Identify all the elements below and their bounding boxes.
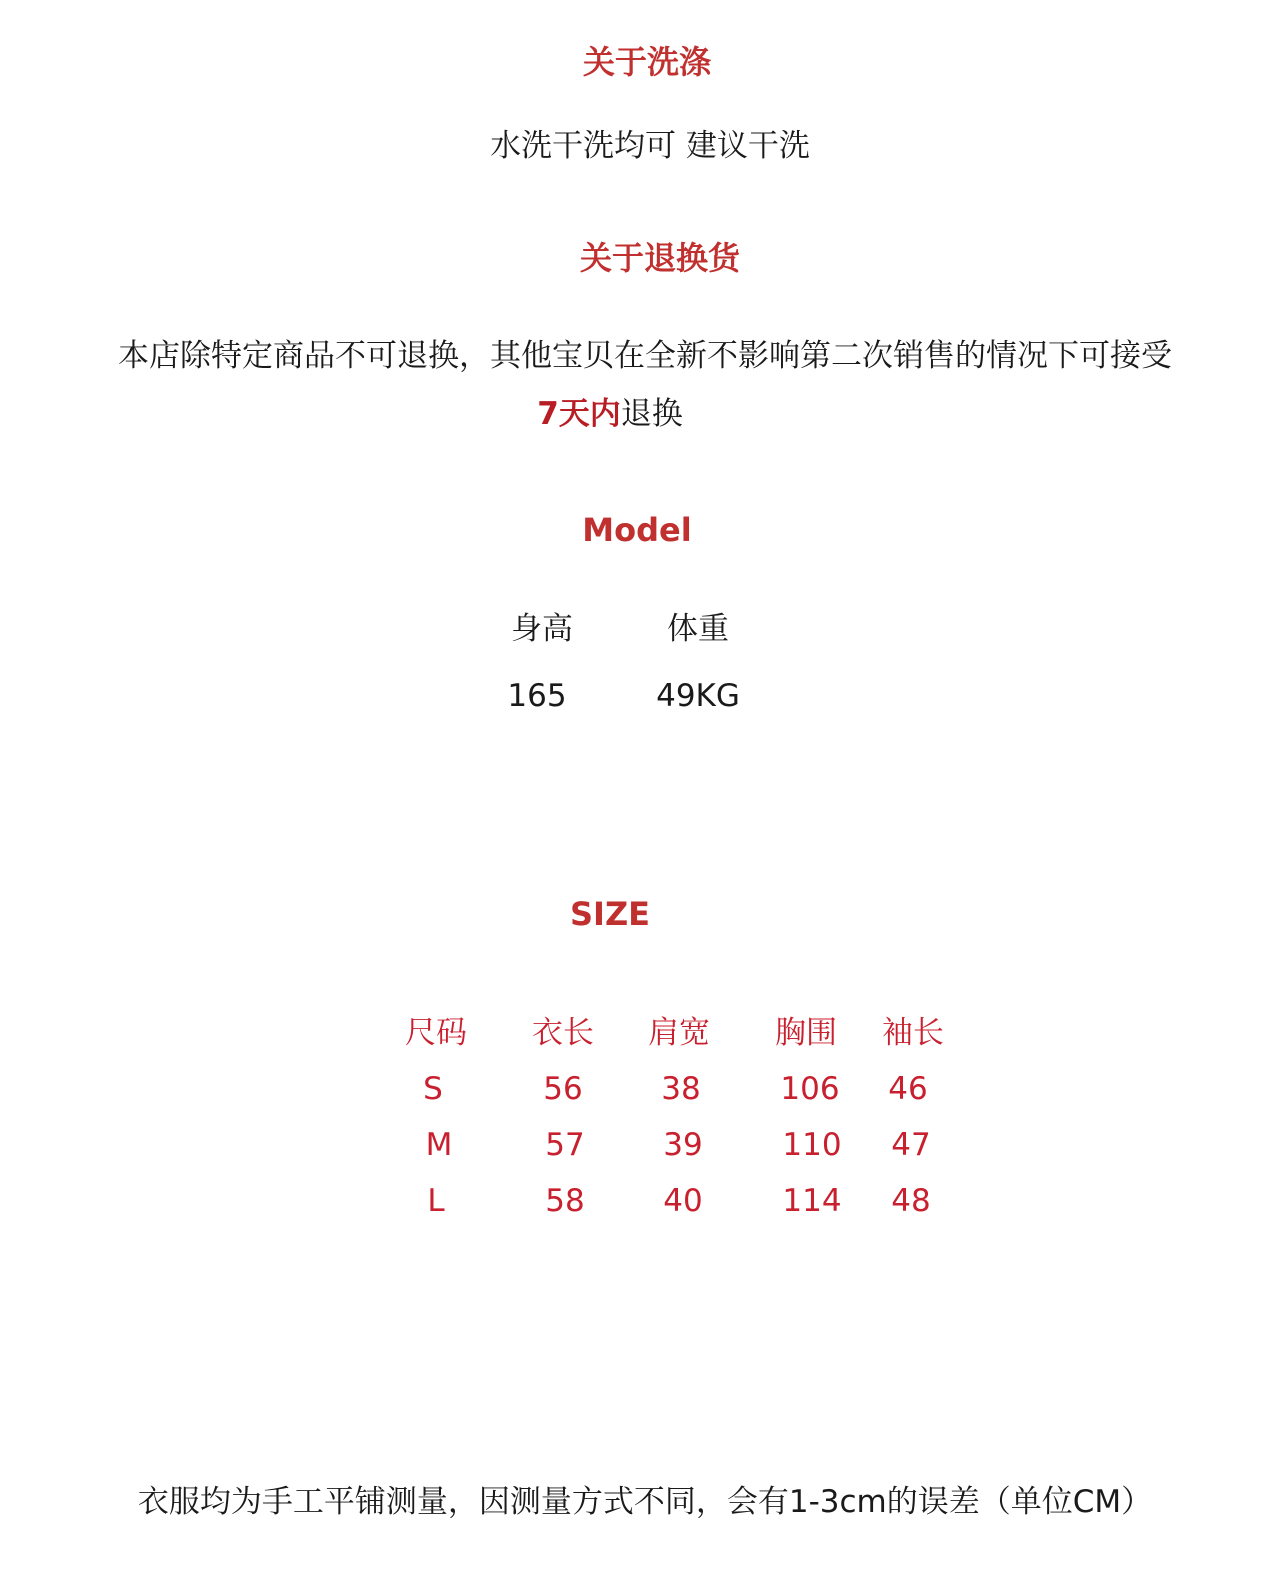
size-row-l-shoulder: 40: [663, 1183, 703, 1219]
size-row-s-sleeve: 46: [888, 1071, 928, 1107]
model-header-height: 身高: [511, 611, 573, 647]
model-value-height: 165: [507, 678, 567, 714]
washing-text: 水洗干洗均可 建议干洗: [490, 128, 810, 164]
size-row-s-length: 56: [543, 1071, 583, 1107]
returns-text-line1: 本店除特定商品不可退换，其他宝贝在全新不影响第二次销售的情况下可接受: [118, 338, 1172, 374]
size-row-m-size: M: [425, 1127, 453, 1163]
return-period-highlight: 7天内: [537, 396, 621, 432]
size-row-m-shoulder: 39: [663, 1127, 703, 1163]
size-row-s-shoulder: 38: [661, 1071, 701, 1107]
size-header-shoulder: 肩宽: [648, 1015, 710, 1051]
size-header-size: 尺码: [405, 1015, 467, 1051]
size-row-m-sleeve: 47: [891, 1127, 931, 1163]
size-row-s-chest: 106: [780, 1071, 840, 1107]
returns-text-line2: [480, 394, 740, 434]
washing-title: 关于洗涤: [582, 43, 711, 81]
size-row-m-chest: 110: [782, 1127, 842, 1163]
returns-text-suffix: 退换: [620, 396, 683, 432]
size-header-chest: 胸围: [775, 1015, 837, 1051]
size-row-l-size: L: [427, 1183, 445, 1219]
size-header-length: 衣长: [532, 1015, 594, 1051]
size-row-l-length: 58: [545, 1183, 585, 1219]
measurement-footnote: 衣服均为手工平铺测量，因测量方式不同，会有1-3cm的误差（单位CM）: [137, 1484, 1153, 1520]
size-title: SIZE: [569, 895, 650, 933]
size-row-l-chest: 114: [782, 1183, 842, 1219]
model-value-weight: 49KG: [656, 678, 740, 714]
size-row-l-sleeve: 48: [891, 1183, 931, 1219]
model-header-weight: 体重: [667, 611, 729, 647]
model-title: Model: [582, 511, 692, 549]
size-row-m-length: 57: [545, 1127, 585, 1163]
size-header-sleeve: 袖长: [882, 1015, 944, 1051]
returns-title: 关于退换货: [579, 239, 740, 277]
size-row-s-size: S: [423, 1071, 443, 1107]
